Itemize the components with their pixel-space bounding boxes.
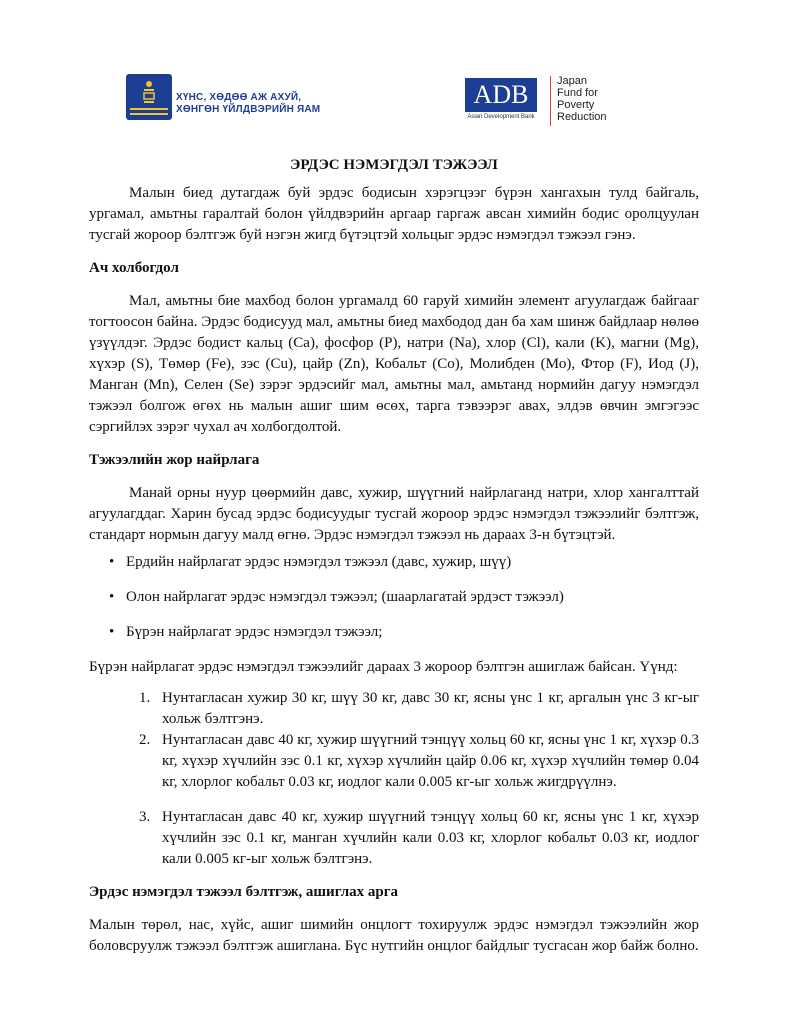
recipe-text: Нунтагласан давс 40 кг, хужир шүүгний тэнцүү хольц 60 кг, ясны үнс 1 кг, хүхэр хүчлийн зэс 0.1 кг, манган хүчлийн кали 0.03 кг, хлорлог кобальт 0.03 кг, иодлог кали 0.005 кг-ыг хольж бэлтгэнэ. [162, 809, 699, 867]
ministry-line-1: ХҮНС, ХӨДӨӨ АЖ АХУЙ, [176, 92, 302, 103]
recipe-number: 2. [139, 732, 151, 748]
recipe-item [89, 807, 699, 870]
logo-divider [550, 76, 551, 126]
bullet-icon: • [109, 554, 115, 570]
soyombo-emblem-icon [126, 74, 172, 120]
recipe-item [89, 688, 699, 730]
list-item-text: Ердийн найрлагат эрдэс нэмэгдэл тэжээл (давс, хужир, шүү) [126, 554, 512, 570]
section-heading-importance: Ач холбогдол [89, 260, 179, 276]
intro-paragraph: Малын биед дутагдаж буй эрдэс бодисын хэрэгцээг бүрэн хангахын тулд байгаль, ургамал, амьтны гаралтай болон үйлдвэрийн аргаар гаргаж авсан химийн бодис оролцуулан тусгай жороор бэлтгэж буй нэгэн жигд бүтэцтэй хольцыг эрдэс нэмэгдэл тэжээл гэнэ. [89, 185, 699, 243]
recipes-list [89, 688, 699, 870]
recipe-paragraph: Манай орны нуур цөөрмийн давс, хужир, шүүгний найрлаганд натри, хлор хангалттай агуулагддаг. Харин бусад эрдэс бодисуудыг тусгай жороор эрдэс нэмэгдэл тэжээлийг бэлтгэж, стандарт нормын дагуу малд өгнө. Эрдэс нэмэгдэл тэжээл нь дараах 3-н бүтэцтэй. [89, 485, 699, 543]
recipe-text: Нунтагласан хужир 30 кг, шүү 30 кг, давс 30 кг, ясны үнс 1 кг, аргалын үнс 3 кг-ыг хольж бэлтгэнэ. [162, 690, 699, 727]
jfpr-line-1: Japan [557, 75, 587, 87]
bullet-icon: • [109, 589, 115, 605]
section-heading-recipe: Тэжээлийн жор найрлага [89, 452, 260, 468]
types-list [89, 552, 699, 643]
page-header [0, 70, 791, 130]
list-item [89, 552, 699, 573]
jfpr-line-3: Poverty [557, 99, 595, 111]
list-item [89, 587, 699, 608]
ministry-name [176, 92, 336, 116]
list-item [89, 622, 699, 643]
importance-paragraph: Мал, амьтны бие махбод болон ургамалд 60 гаруй химийн элемент агуулагдаж байгааг тогтоосон байна. Эрдэс бодисууд мал, амьтны биед махбодод дан ба хам шинж байдлаар нөлөө үзүүлдэг. Эрдэс бодист кальц (Ca), фосфор (P), натри (Na), хлор (Cl), кали (K), магни (Mg), хүхэр (S), Төмөр (Fe), зэс (Cu), цайр (Zn), Кобальт (Co), Молибден (Mo), Фтор (F), Иод (J), Манган (Mn), Селен (Se) зэрэг эрдэсийг мал, амьтны мал, амьтанд нормийн дагуу нэмэгдэл тэжээл болгож өгөх нь малын ашиг шим өсөх, тарга тэвээрэг авах, элдэв өвчин эмгэгээс сэргийлэх зэрэг чухал ач холбогдолтой. [89, 293, 699, 435]
recipes-intro: Бүрэн найрлагат эрдэс нэмэгдэл тэжээлийг дараах 3 жороор бэлтгэн ашиглаж байсан. Үүнд: [89, 659, 678, 675]
recipe-number: 1. [139, 690, 151, 706]
ministry-line-2: ХӨНГӨН ҮЙЛДВЭРИЙН ЯАМ [176, 104, 321, 115]
adb-logo: ADB [465, 78, 537, 112]
list-item-text: Олон найрлагат эрдэс нэмэгдэл тэжээл; (шаарлагатай эрдэст тэжээл) [126, 589, 564, 605]
recipe-item [89, 730, 699, 793]
recipe-text: Нунтагласан давс 40 кг, хужир шүүгний тэнцүү хольц 60 кг, ясны үнс 1 кг, хүхэр 0.3 кг, хүхэр хүчлийн зэс 0.1 кг, хүхэр хүчлийн цайр 0.06 кг, хүхэр хүчлийн төмөр 0.04 кг, хлорлог кобальт 0.03 кг, иодлог кали 0.005 кг-ыг хольж жигдрүүлнэ. [162, 732, 699, 790]
adb-full-name: Asian Development Bank [467, 114, 535, 120]
jfpr-line-2: Fund for [557, 87, 598, 99]
jfpr-logo [557, 75, 637, 123]
recipe-number: 3. [139, 809, 151, 825]
document-body [89, 155, 699, 957]
document-title: ЭРДЭС НЭМЭГДЭЛ ТЭЖЭЭЛ [290, 157, 498, 173]
list-item-text: Бүрэн найрлагат эрдэс нэмэгдэл тэжээл; [126, 624, 383, 640]
jfpr-line-4: Reduction [557, 111, 607, 123]
method-paragraph: Малын төрөл, нас, хүйс, ашиг шимийн онцлогт тохируулж эрдэс нэмэгдэл тэжээлийн жор боловсруулж тэжээл бэлтгэж ашиглана. Бүс нутгийн онцлог байдлыг тусгасан жор байж болно. [89, 917, 699, 954]
section-heading-method: Эрдэс нэмэгдэл тэжээл бэлтгэж, ашиглах арга [89, 884, 399, 900]
bullet-icon: • [109, 624, 115, 640]
